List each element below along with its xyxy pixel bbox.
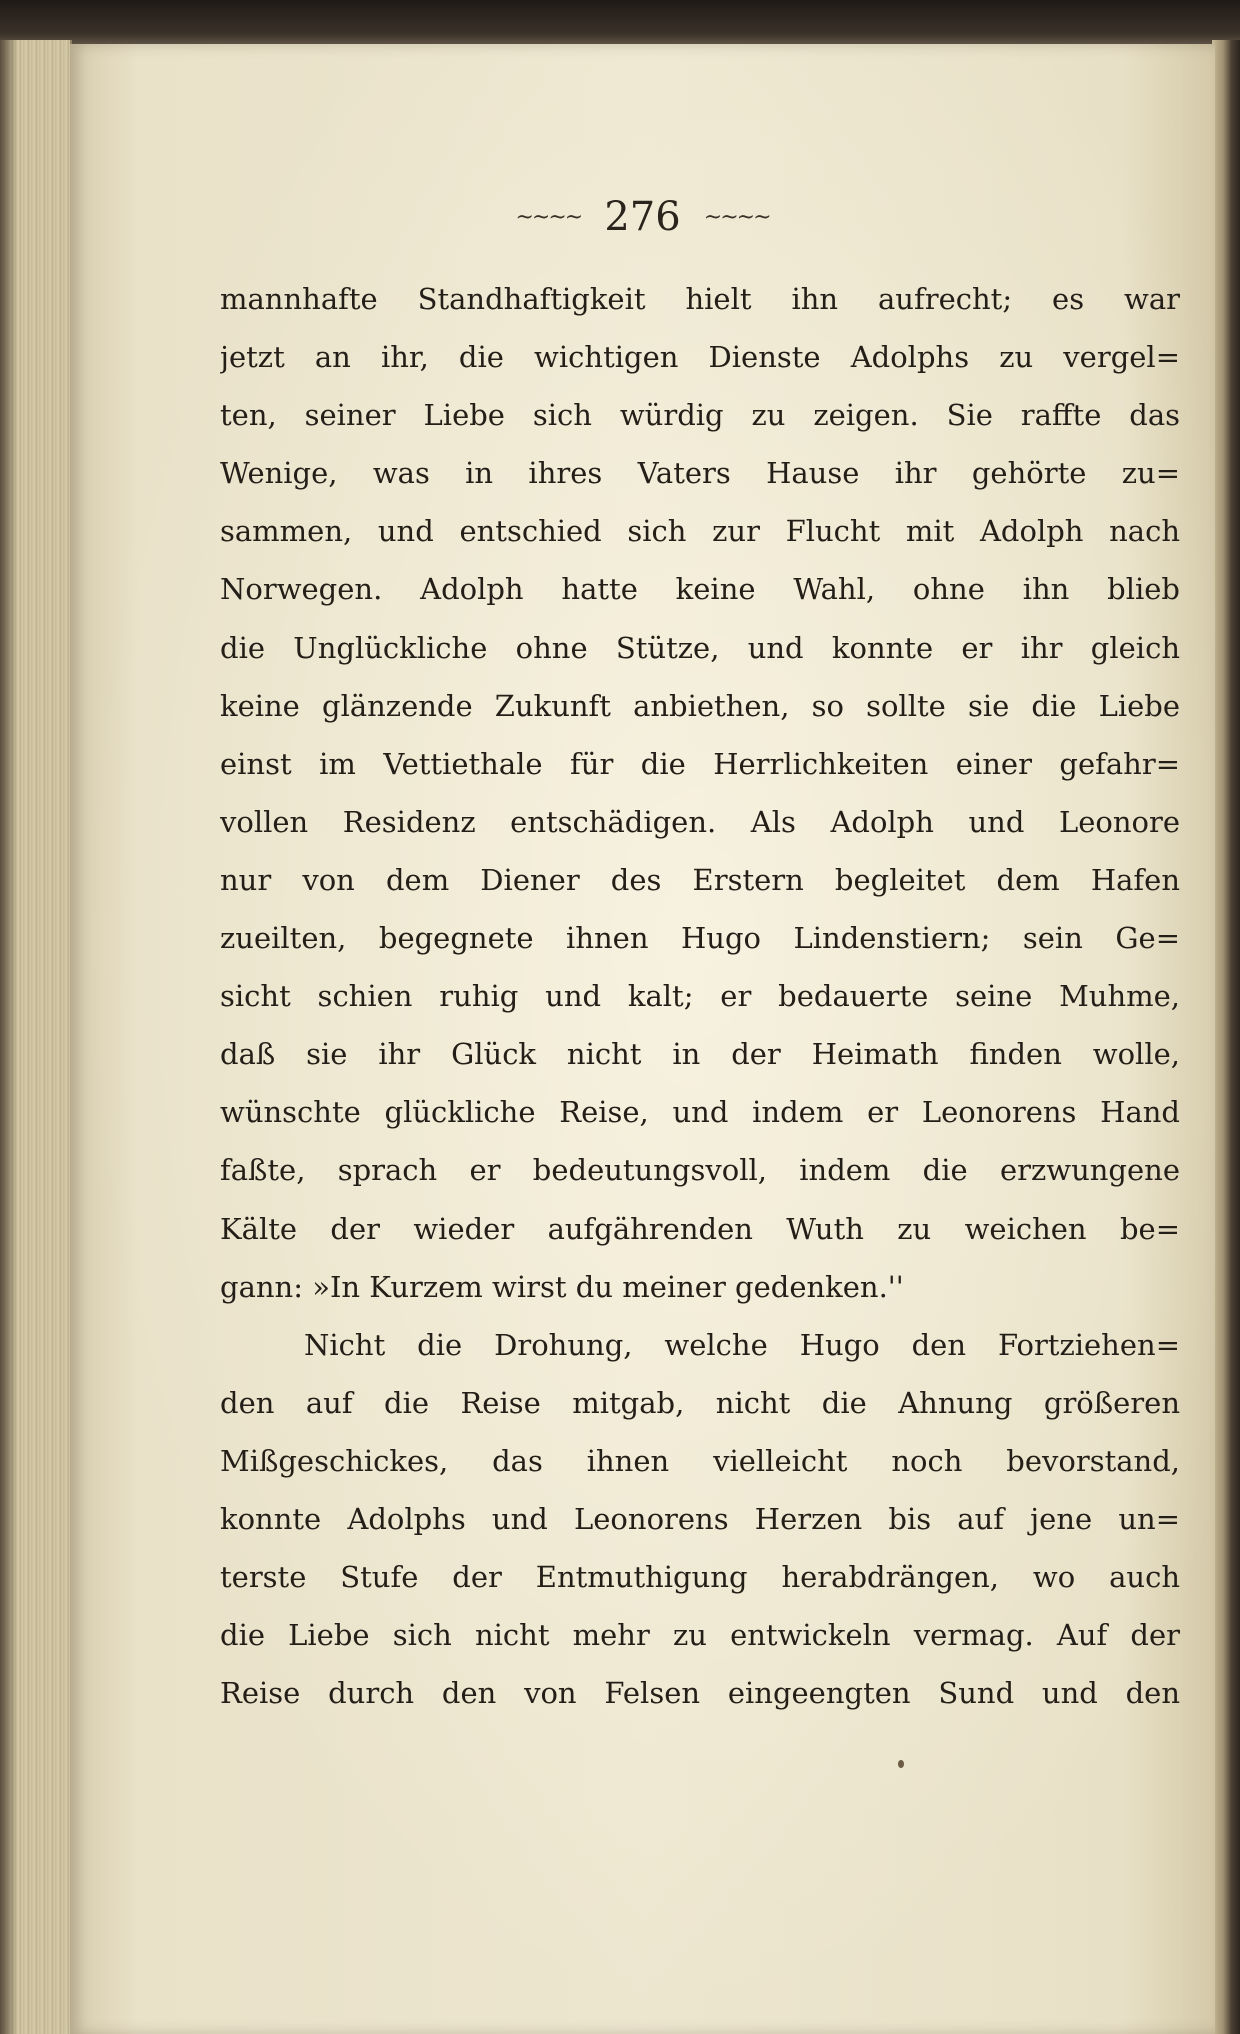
text-line: mannhafte Standhaftigkeit hielt ihn aufrecht; es war (220, 282, 1180, 316)
right-page-edge (1212, 40, 1240, 2034)
text-line: daß sie ihr Glück nicht in der Heimath finden wolle, (220, 1037, 1180, 1072)
text-line: Mißgeschickes, das ihnen vielleicht noch bevorstand, (220, 1443, 1180, 1478)
text-line: nur von dem Diener des Erstern begleitet dem Hafen (220, 862, 1180, 897)
text-line: einst im Vettiethale für die Herrlichkeiten einer gefahr= (220, 746, 1180, 781)
header-ornament-right: ~~~~ (703, 204, 770, 230)
text-line: ten, seiner Liebe sich würdig zu zeigen. Sie raffte das (220, 398, 1180, 433)
text-line: Nicht die Drohung, welche Hugo den Fortziehen= (304, 1327, 1180, 1362)
text-line: wünschte glückliche Reise, und indem er Leonorens Hand (220, 1095, 1180, 1130)
text-line: konnte Adolphs und Leonorens Herzen bis auf jene un= (220, 1501, 1180, 1536)
text-line: den auf die Reise mitgab, nicht die Ahnung größeren (220, 1385, 1180, 1420)
text-line: Norwegen. Adolph hatte keine Wahl, ohne ihn blieb (220, 572, 1180, 607)
text-line: gann: »In Kurzem wirst du meiner gedenken.'' (220, 1269, 904, 1304)
spine-shadow (0, 40, 18, 2034)
text-line: Reise durch den von Felsen eingeengten Sund und den (220, 1676, 1180, 1711)
text-line: Kälte der wieder aufgährenden Wuth zu weichen be= (220, 1211, 1180, 1246)
text-line: jetzt an ihr, die wichtigen Dienste Adolphs zu vergel= (220, 340, 1180, 375)
text-line: Wenige, was in ihres Vaters Hause ihr gehörte zu= (220, 456, 1180, 491)
text-line: faßte, sprach er bedeutungsvoll, indem die erzwungene (220, 1153, 1180, 1188)
text-line: terste Stufe der Entmuthigung herabdrängen, wo auch (220, 1560, 1180, 1595)
page-header (70, 194, 1215, 254)
book-cover-edge (0, 0, 1240, 48)
paper-speck (898, 1760, 904, 1768)
page-content (70, 44, 1215, 2034)
book-page (70, 44, 1215, 2034)
header-ornament-left: ~~~~ (515, 204, 582, 230)
text-line: keine glänzende Zukunft anbiethen, so sollte sie die Liebe (220, 688, 1180, 723)
body-text (220, 270, 1180, 1722)
text-line: die Liebe sich nicht mehr zu entwickeln vermag. Auf der (220, 1618, 1180, 1653)
text-line: sammen, und entschied sich zur Flucht mit Adolph nach (220, 514, 1180, 549)
text-line: die Unglückliche ohne Stütze, und konnte er ihr gleich (220, 630, 1180, 665)
page-number: 276 (604, 194, 681, 240)
text-line: zueilten, begegnete ihnen Hugo Lindenstiern; sein Ge= (220, 921, 1180, 956)
text-line: sicht schien ruhig und kalt; er bedauerte seine Muhme, (220, 979, 1180, 1014)
text-line: vollen Residenz entschädigen. Als Adolph und Leonore (220, 804, 1180, 839)
